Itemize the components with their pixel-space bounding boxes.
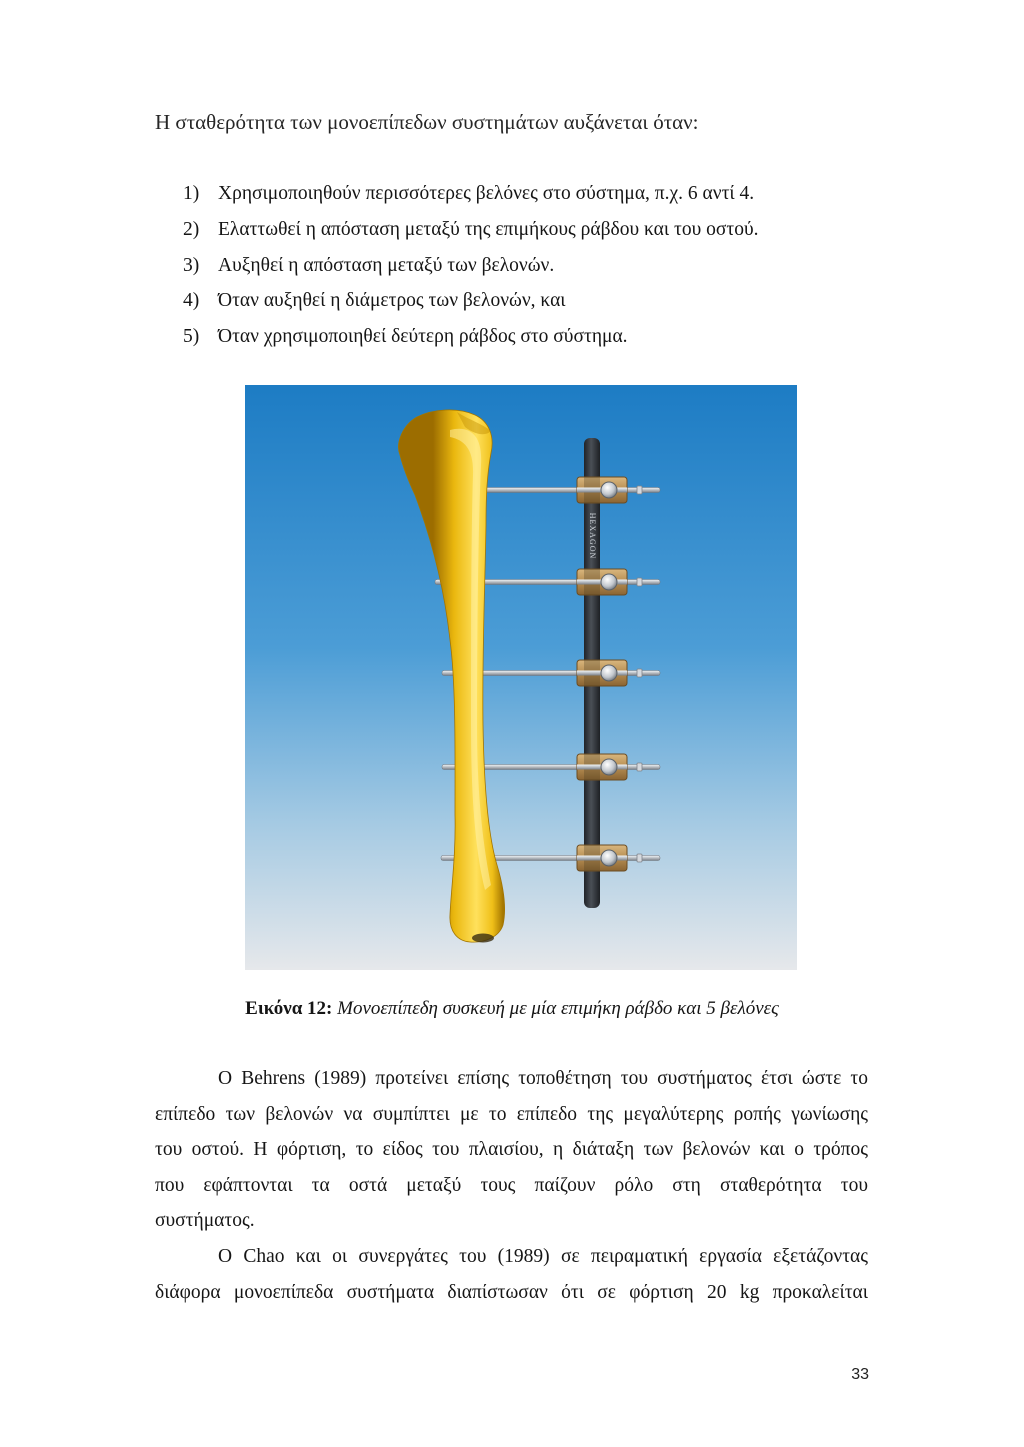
clamp-bolt bbox=[601, 759, 617, 775]
list-item bbox=[183, 283, 758, 319]
clamp-bolt bbox=[601, 665, 617, 681]
body-text bbox=[155, 1061, 868, 1310]
figure-background bbox=[245, 385, 797, 970]
rod-label: HEXAGON bbox=[588, 512, 598, 560]
paragraph-line: επίπεδο των βελονών να συμπίπτει με το επίπεδο της μεγαλύτερης ροπής γωνίωσης bbox=[155, 1103, 868, 1125]
list-number: 1) bbox=[183, 183, 200, 204]
pin-collar bbox=[637, 854, 642, 862]
pin-collar bbox=[637, 669, 642, 677]
list-item bbox=[183, 212, 758, 248]
paragraph-line: που εφάπτονται τα οστά μεταξύ τους παίζουν ρόλο στη σταθερότητα του bbox=[155, 1174, 868, 1196]
page-number: 33 bbox=[851, 1366, 869, 1383]
list-text: Χρησιμοποιηθούν περισσότερες βελόνες στο σύστημα, π.χ. 6 αντί 4. bbox=[218, 183, 755, 204]
pin-clamp bbox=[577, 477, 627, 503]
pin-collar bbox=[637, 486, 642, 494]
list-number: 5) bbox=[183, 326, 200, 347]
figure-caption bbox=[0, 991, 1024, 1027]
pin-collar bbox=[637, 763, 642, 771]
list-text: Όταν χρησιμοποιηθεί δεύτερη ράβδος στο σύστημα. bbox=[218, 326, 628, 347]
paragraph-line: του οστού. Η φόρτιση, το είδος του πλαισίου, η διάταξη των βελονών και ο τρόπος bbox=[155, 1139, 868, 1161]
list-item bbox=[183, 248, 758, 284]
list-number: 3) bbox=[183, 254, 200, 276]
caption-text: Μονοεπίπεδη συσκευή με μία επιμήκη ράβδο και 5 βελόνες bbox=[337, 998, 779, 1019]
pin-clamp bbox=[577, 569, 627, 595]
list-number: 4) bbox=[183, 290, 200, 312]
paragraph-line: συστήματος. bbox=[155, 1210, 255, 1232]
list-item bbox=[183, 176, 758, 212]
intro-sentence: Η σταθερότητα των μονοεπίπεδων συστημάτων αυξάνεται όταν: bbox=[155, 110, 699, 134]
clamp-bolt bbox=[601, 850, 617, 866]
paragraph-line: Ο Behrens (1989) προτείνει επίσης τοποθέτηση του συστήματος έτσι ώστε το bbox=[218, 1068, 868, 1089]
list-text: Ελαττωθεί η απόσταση μεταξύ της επιμήκους ράβδου και του οστού. bbox=[218, 218, 759, 240]
list-item bbox=[183, 319, 758, 355]
list-text: Αυξηθεί η απόσταση μεταξύ των βελονών. bbox=[218, 254, 555, 276]
clamp-bolt bbox=[601, 482, 617, 498]
fixator-illustration bbox=[245, 385, 797, 970]
clamp-bolt bbox=[601, 574, 617, 590]
pin-clamp bbox=[577, 754, 627, 780]
pin-clamp bbox=[577, 660, 627, 686]
figure bbox=[245, 385, 797, 970]
numbered-list bbox=[183, 176, 758, 355]
paragraph-line: Ο Chao και οι συνεργάτες του (1989) σε πειραματική εργασία εξετάζοντας bbox=[218, 1245, 868, 1267]
bone-distal-tip bbox=[472, 934, 494, 943]
body-paragraph bbox=[155, 1061, 868, 1239]
list-text: Όταν αυξηθεί η διάμετρος των βελονών, και bbox=[218, 290, 566, 312]
pin-collar bbox=[637, 578, 642, 586]
list-number: 2) bbox=[183, 218, 200, 240]
paragraph-line: διάφορα μονοεπίπεδα συστήματα διαπίστωσαν ότι σε φόρτιση 20 kg προκαλείται bbox=[155, 1281, 868, 1303]
pin-clamp bbox=[577, 845, 627, 871]
body-paragraph bbox=[155, 1239, 868, 1310]
caption-label: Εικόνα 12: bbox=[245, 998, 333, 1019]
